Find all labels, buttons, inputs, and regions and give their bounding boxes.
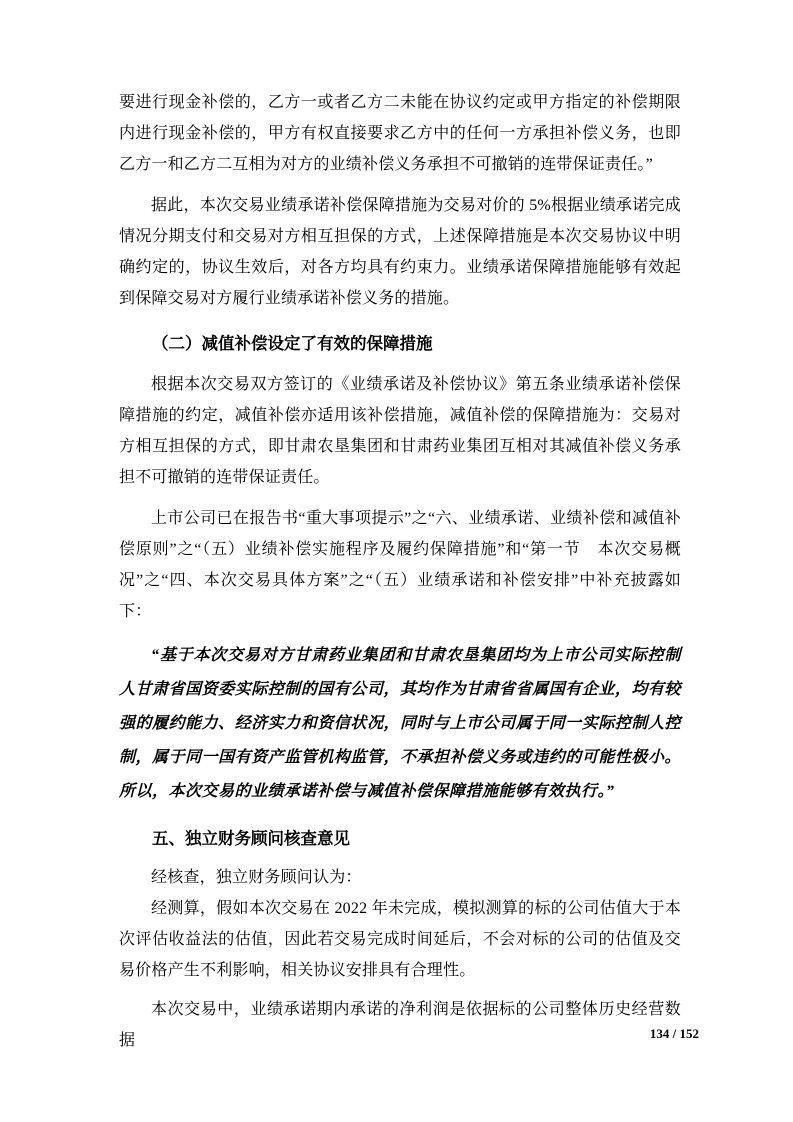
page-content: [119, 87, 681, 1056]
page-number: 134 / 152: [649, 1026, 699, 1041]
body-paragraph: 上市公司已在报告书“重大事项提示”之“六、业绩承诺、业绩补偿和减值补偿原则”之“（五）业绩补偿实施程序及履约保障措施”和“第一节 本次交易概况”之“四、本次交易具体方案”之“（五）业绩承诺和补偿安排”中补充披露如下：: [119, 510, 681, 620]
section-heading-advisor-opinion: 五、独立财务顾问核查意见: [152, 829, 350, 848]
body-paragraph: 根据本次交易双方签订的《业绩承诺及补偿协议》第五条业绩承诺补偿保障措施的约定，减值补偿亦适用该补偿措施，减值补偿的保障措施为：交易对方相互担保的方式，即甘肃农垦集团和甘肃药业集团互相对其减值补偿义务承担不可撤销的连带保证责任。: [119, 376, 681, 486]
section-heading-guarantee-measures: （二）减值补偿设定了有效的保障措施: [152, 334, 433, 353]
body-paragraph: 经测算，假如本次交易在 2022 年未完成，模拟测算的标的公司估值大于本次评估收益法的估值，因此若交易完成时间延后，不会对标的公司的估值及交易价格产生不利影响，相关协议安排具有合理性。: [119, 900, 681, 979]
quote-paragraph: “基于本次交易对方甘肃药业集团和甘肃农垦集团均为上市公司实际控制人甘肃省国资委实际控制的国有公司，其均作为甘肃省省属国有企业，均有较强的履约能力、经济实力和资信状况，同时与上市公司属于同一实际控制人控制，属于同一国有资产监管机构监管，不承担补偿义务或违约的可能性极小。所以，本次交易的业绩承诺补偿与减值补偿保障措施能够有效执行。”: [119, 647, 681, 800]
body-paragraph: 本次交易中，业绩承诺期内承诺的净利润是依据标的公司整体历史经营数据: [119, 1001, 681, 1049]
body-paragraph: 经核查，独立财务顾问认为：: [151, 869, 362, 886]
body-paragraph: 据此，本次交易业绩承诺补偿保障措施为交易对价的 5%根据业绩承诺完成情况分期支付和交易对方相互担保的方式，上述保障措施是本次交易协议中明确约定的，协议生效后，对各方均具有约束力。业绩承诺保障措施能够有效起到保障交易对方履行业绩承诺补偿义务的措施。: [119, 197, 681, 307]
body-paragraph-continuation: 要进行现金补偿的，乙方一或者乙方二未能在协议约定或甲方指定的补偿期限内进行现金补偿的，甲方有权直接要求乙方中的任何一方承担补偿义务，也即乙方一和乙方二互相为对方的业绩补偿义务承担不可撤销的连带保证责任。”: [119, 94, 681, 173]
